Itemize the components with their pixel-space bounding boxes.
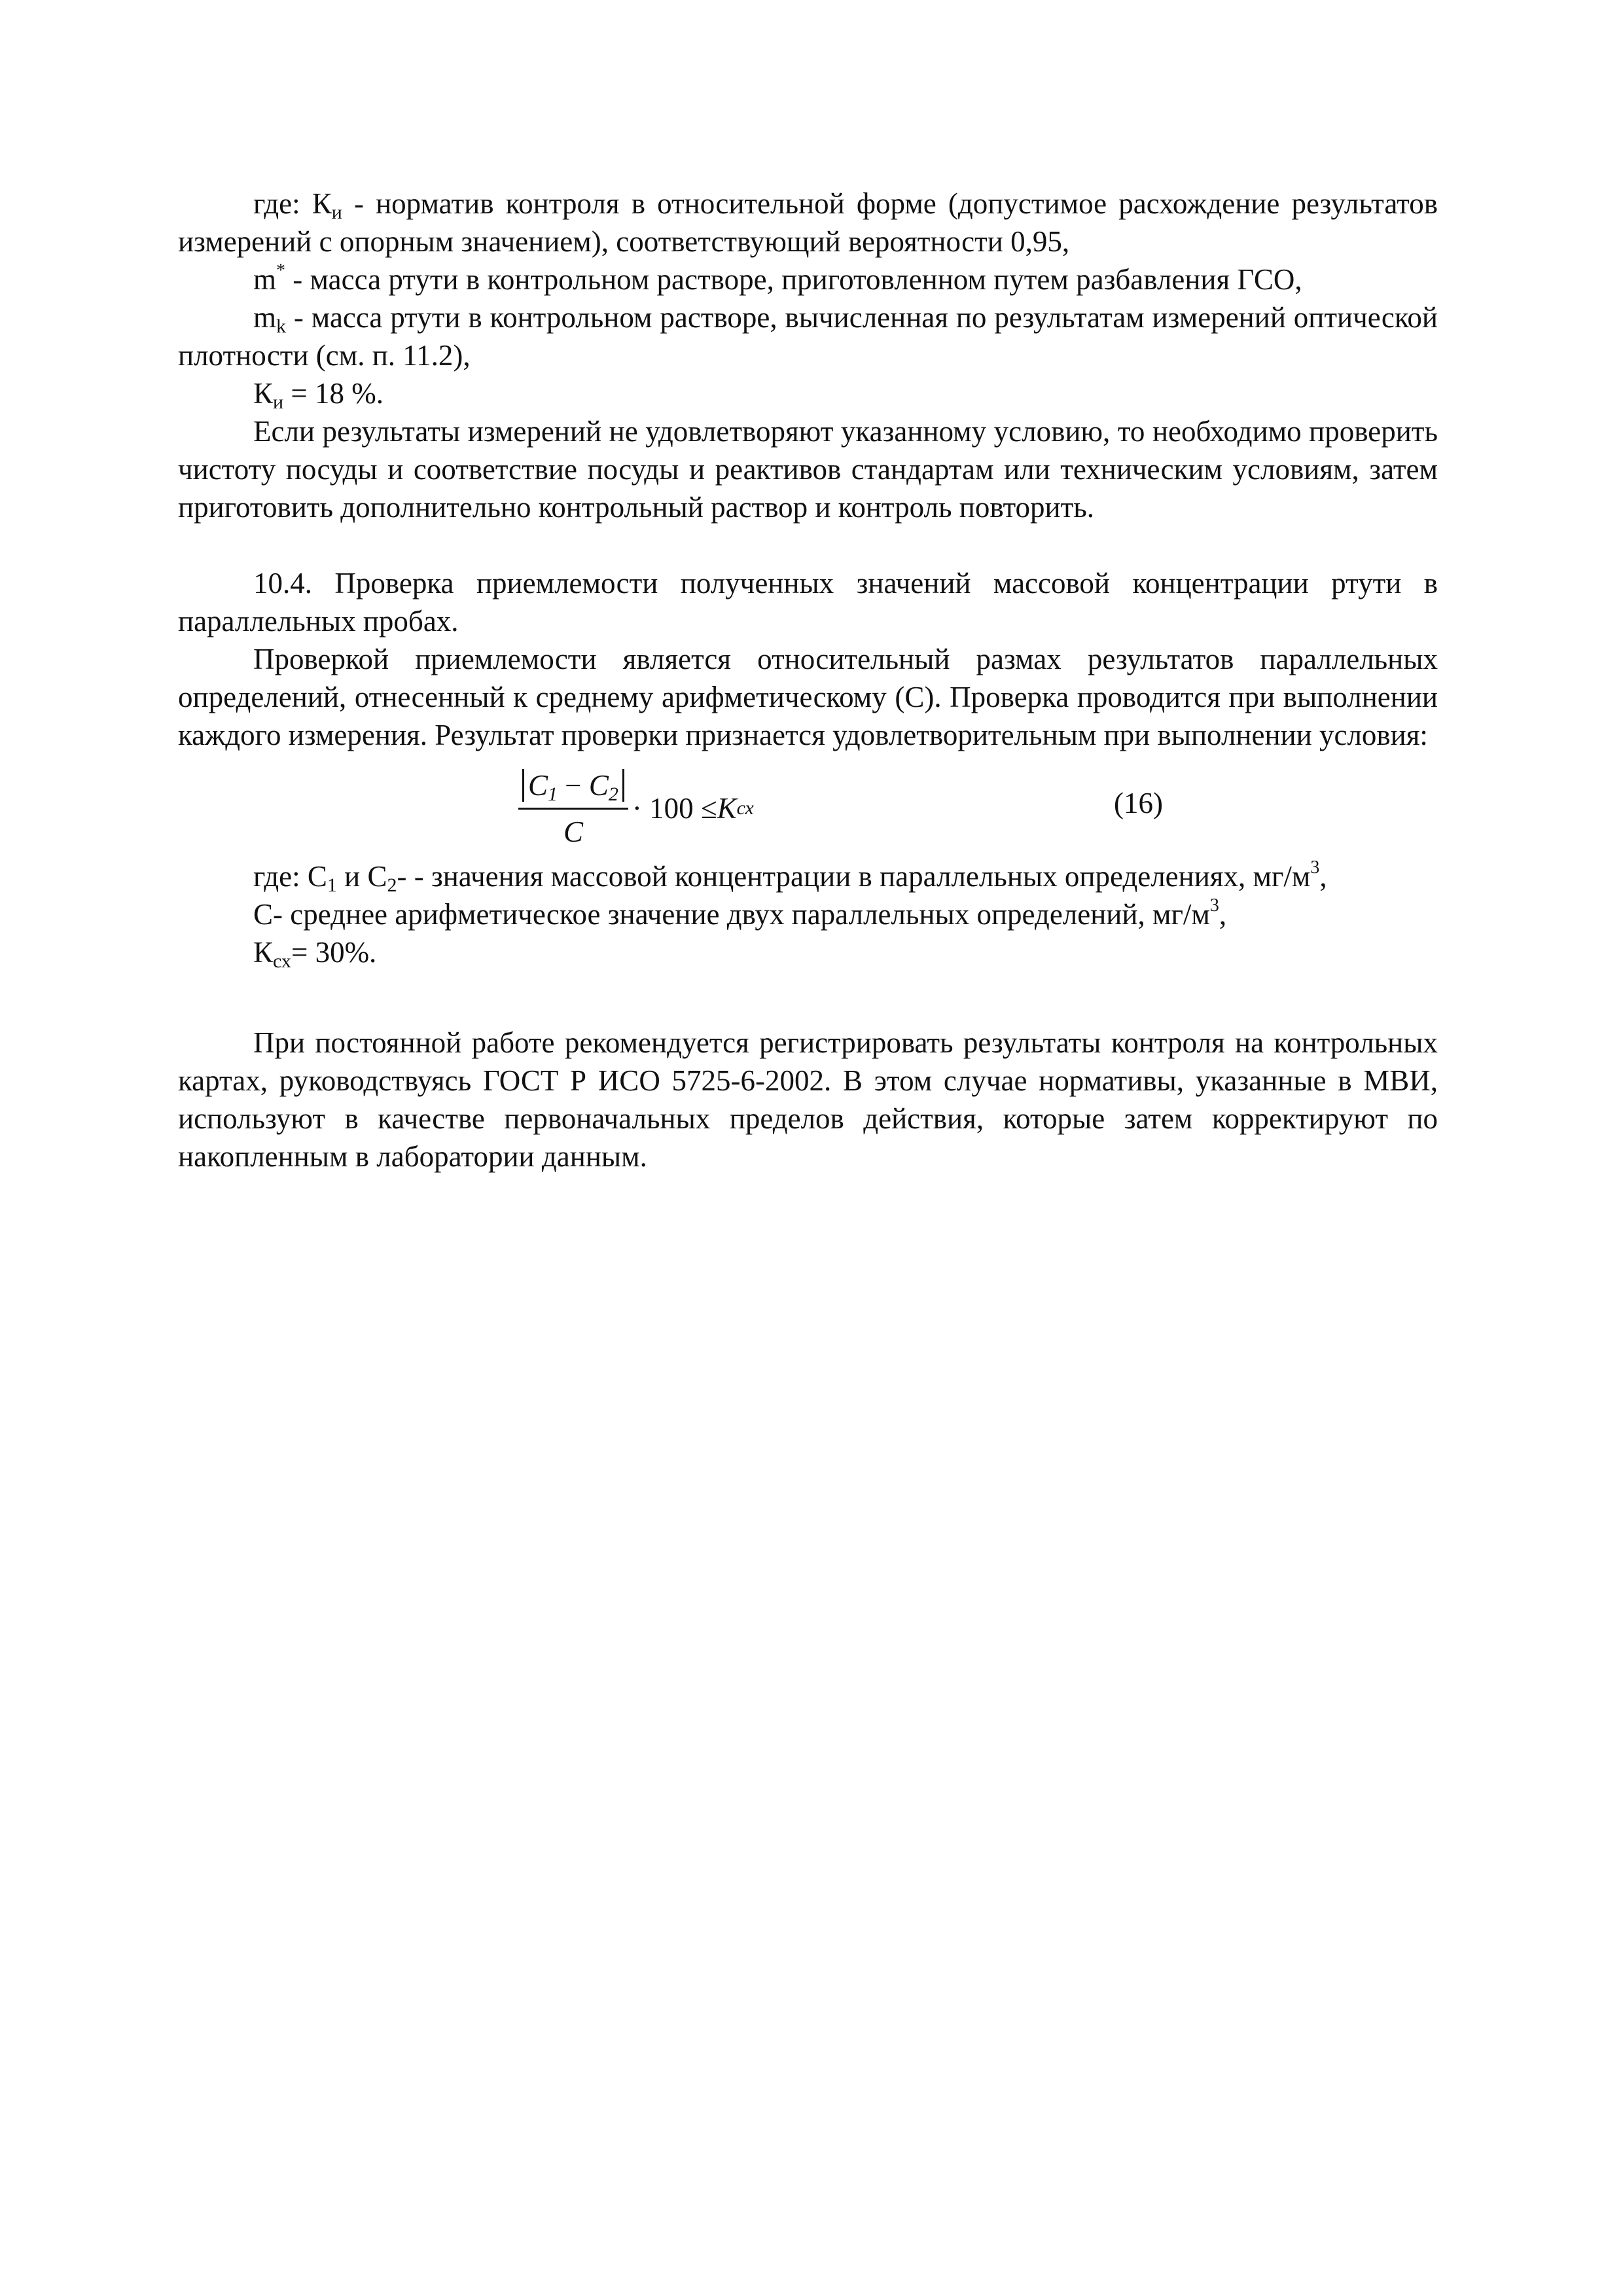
section-10-4-body: Проверкой приемлемости является относительный размах результатов параллельных определений, отнесенный к среднему арифметическому (С). Проверка проводится при выполнении каждого измерения. Результат проверки признается удовлетворительным при выполнении условия: — [178, 643, 1438, 751]
formula-k: K — [717, 792, 737, 825]
formula-denominator: C — [563, 815, 583, 848]
kcx-value: $К_{сх}= 30\%$. — [253, 936, 377, 972]
formula-absolute-value: $C_1 - C_2$ — [522, 769, 624, 802]
ki-value-symbol: К — [253, 377, 274, 410]
m-star-description: - масса ртути в контрольном растворе, приготовленном путем разбавления ГСО, — [285, 263, 1302, 296]
c1-c2-definition: где: $С_1$ и $С_2-$ - значения массовой концентрации в параллельных определениях, $мг/м^3$, — [253, 857, 1327, 896]
mk-description: - масса ртути в контрольном растворе, вычисленная по результатам измерений оптической плотности (см. п. 11.2), — [178, 301, 1438, 372]
m-star-definition — [178, 260, 1438, 298]
mk-symbol: m — [253, 301, 277, 334]
ki-description: - норматив контроля в относительной форме (допустимое расхождение результатов измерений с опорным значением), соответствующий вероятности 0,95, — [178, 187, 1438, 258]
closing-paragraph: При постоянной работе рекомендуется регистрировать результаты контроля на контрольных картах, руководствуясь ГОСТ Р ИСО 5725-6-2002. В этом случае нормативы, указанные в МВИ, используют в качестве первоначальных пределов действия, которые затем корректируют по накопленным в лаборатории данным. — [178, 1026, 1438, 1173]
ki-value — [178, 374, 1438, 412]
c-mean-definition: С- среднее арифметическое значение двух параллельных определений, $мг/м^3$, — [253, 895, 1227, 931]
m-star-symbol: m — [253, 263, 277, 296]
mk-subscript: k — [276, 315, 287, 337]
ki-definition — [178, 185, 1438, 260]
formula-16 — [178, 759, 1438, 857]
formula-number: (16) — [1114, 787, 1163, 819]
ki-value-subscript: и — [273, 391, 284, 413]
warning-paragraph: Если результаты измерений не удовлетворяют указанному условию, то необходимо проверить чистоту посуды и соответствие посуды и реактивов стандартам или техническим условиям, затем приготовить дополнительно контрольный раствор и контроль повторить. — [178, 415, 1438, 524]
formula-fraction — [518, 767, 628, 850]
mk-definition — [178, 298, 1438, 374]
formula-times-100: · 100 ≤ — [632, 792, 717, 825]
formula-expression: $\frac{C_1 - C_2}{C}$ · 100 ≤ K сх — [518, 759, 754, 857]
formula-numerator — [518, 767, 628, 810]
document-page — [178, 185, 1438, 1175]
ki-value-text: = 18 %. — [283, 377, 383, 410]
section-10-4-heading: 10.4. Проверка приемлемости полученных значений массовой концентрации ртути в параллельных пробах. — [178, 567, 1438, 637]
m-star-superscript: * — [276, 260, 286, 281]
ki-label: где: К — [253, 187, 332, 220]
ki-subscript: и — [331, 202, 342, 223]
